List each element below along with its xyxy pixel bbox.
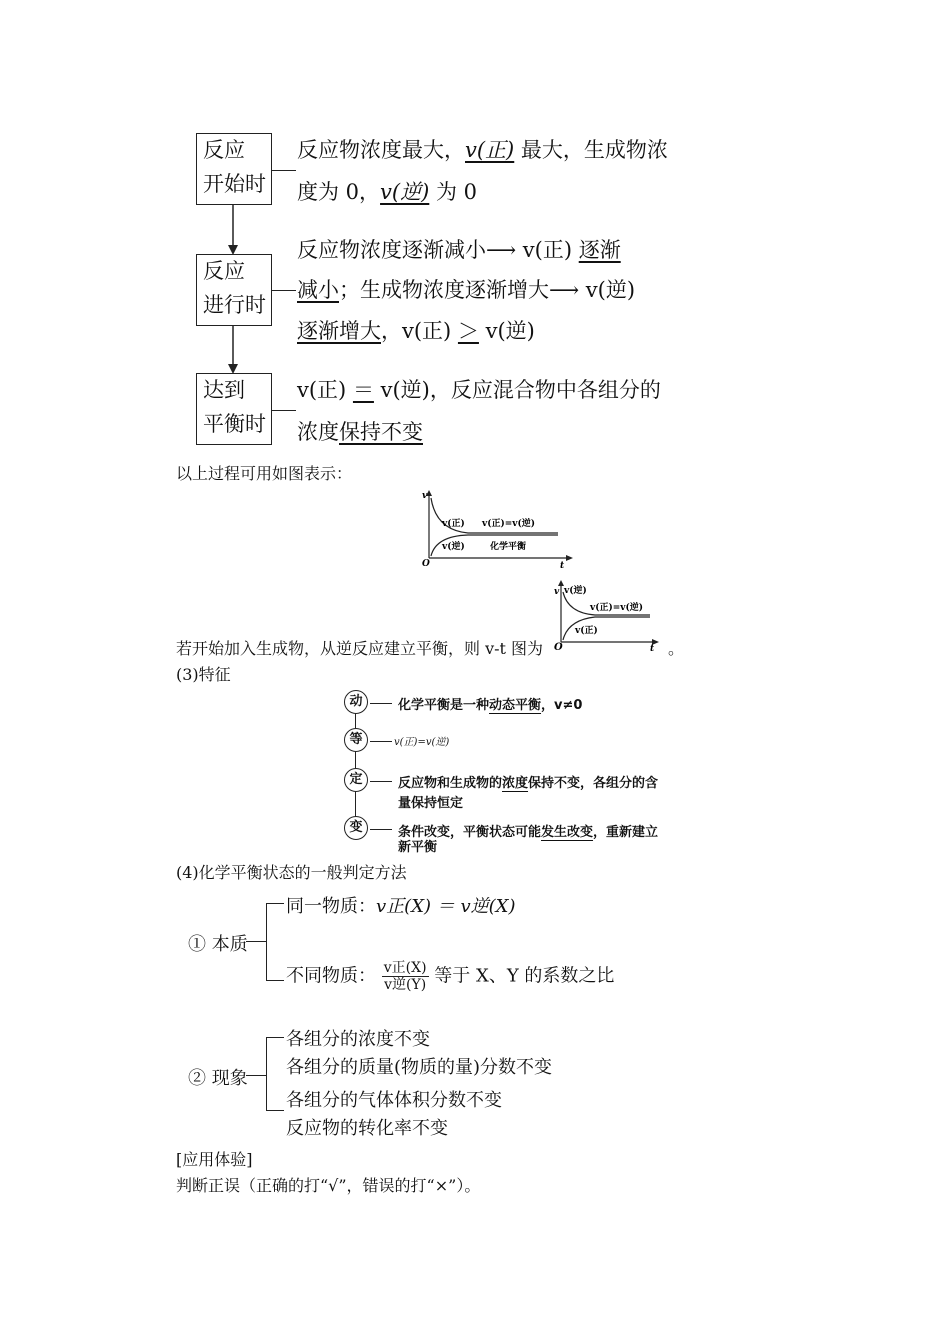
flow-box-start-line2: 开始时	[203, 172, 266, 196]
graph2-equal-label: v(正)=v(逆)	[590, 603, 644, 613]
feature-fixed-line	[370, 781, 392, 782]
flow-box-progress	[196, 254, 272, 326]
flow-progress-description-line1: 反应物浓度逐渐减小⟶ v(正) 逐渐	[297, 238, 621, 262]
feature-fixed-text-line2: 量保持恒定	[398, 796, 464, 811]
reverse-line-end: 。	[668, 639, 685, 658]
flow-box-equilibrium	[196, 373, 272, 445]
section3-title: (3)特征	[176, 665, 231, 684]
graph1-x-axis-label: t	[560, 561, 565, 570]
feature-equal-line	[370, 741, 392, 742]
graph2-reverse-label: v(逆)	[564, 586, 587, 596]
feature-equal-text: v(正)=v(逆)	[394, 737, 450, 748]
phenomenon-bracket-bottom	[266, 1110, 284, 1111]
feature-fixed-circle: 定	[344, 768, 368, 792]
essence-fraction: $\frac{\text{v正(X)}}{\text{v逆(Y)}}$	[383, 960, 427, 993]
graph2-forward-label: v(正)	[575, 626, 598, 636]
phenomenon-bracket-top	[266, 1037, 284, 1038]
flow-box-equilibrium-line1: 达到	[203, 378, 245, 402]
graph1-origin-label: O	[422, 559, 430, 569]
arrow-down-1	[226, 205, 240, 255]
connector-progress	[272, 290, 296, 291]
phenomenon-item: 各组分的质量(物质的量)分数不变	[286, 1057, 553, 1078]
flow-equilibrium-description-line1: v(正) ＝ v(逆)，反应混合物中各组分的	[297, 378, 661, 402]
practice-instruction: 判断正误（正确的打“√”，错误的打“×”）。	[176, 1176, 481, 1195]
practice-title: [应用体验]	[176, 1150, 253, 1169]
connector-equilibrium	[272, 410, 296, 411]
feature-dynamic-line	[370, 703, 392, 704]
feature-dynamic-text: 化学平衡是一种动态平衡，v≠0	[398, 698, 583, 713]
graph1-reverse-label: v(逆)	[442, 542, 465, 552]
phenomenon-bracket-stem	[246, 1075, 266, 1076]
feature-change-text-line1: 条件改变，平衡状态可能发生改变，重新建立	[398, 825, 659, 840]
section4-title: (4)化学平衡状态的一般判定方法	[176, 863, 407, 882]
flow-box-start	[196, 133, 272, 205]
graph2-origin-label: O	[554, 642, 563, 653]
feature-change-circle: 变	[344, 816, 368, 840]
graph1-equilibrium-label: 化学平衡	[490, 542, 527, 552]
feature-fixed-text-line1: 反应物和生成物的浓度保持不变，各组分的含	[398, 776, 659, 791]
vt-graph-reverse	[550, 580, 665, 655]
reverse-line: 若开始加入生成物，从逆反应建立平衡，则 v-t 图为	[176, 639, 544, 658]
feature-change-line	[370, 829, 392, 830]
flow-box-start-line1: 反应	[203, 138, 245, 162]
arrow-down-2	[226, 326, 240, 374]
essence-bracket-stem	[246, 941, 266, 942]
essence-bracket-bottom	[266, 980, 284, 981]
essence-same-substance: 同一物质：v正(X) ＝ v逆(X)	[286, 896, 516, 917]
graph2-x-axis-label: t	[650, 644, 655, 654]
intro-line: 以上过程可用如图表示：	[176, 464, 353, 483]
flow-box-progress-line2: 进行时	[203, 293, 266, 317]
flow-box-equilibrium-line2: 平衡时	[203, 412, 266, 436]
essence-bracket-vertical	[266, 903, 267, 980]
phenomenon-label: ② 现象	[188, 1068, 248, 1089]
essence-bracket-top	[266, 903, 284, 904]
flow-progress-description-line3: 逐渐增大，v(正) ＞ v(逆)	[297, 319, 535, 343]
features-vertical-line	[355, 703, 356, 829]
flow-progress-description-line2: 减小；生成物浓度逐渐增大⟶ v(逆)	[297, 278, 636, 302]
phenomenon-bracket-vertical	[266, 1037, 267, 1110]
connector-start	[272, 170, 296, 171]
graph2-y-axis-label: v	[554, 587, 560, 597]
phenomenon-item: 各组分的气体体积分数不变	[286, 1090, 502, 1111]
graph1-y-axis-label: v	[422, 491, 428, 501]
flow-box-progress-line1: 反应	[203, 259, 245, 283]
phenomenon-item: 各组分的浓度不变	[286, 1029, 430, 1050]
graph1-equal-label: v(正)=v(逆)	[482, 519, 536, 529]
feature-change-text-line2: 新平衡	[398, 840, 438, 855]
phenomenon-item: 反应物的转化率不变	[286, 1118, 448, 1139]
feature-dynamic-circle: 动	[344, 690, 368, 714]
essence-label: ① 本质	[188, 934, 248, 955]
graph1-forward-label: v(正)	[442, 519, 465, 529]
flow-start-description-line1: 反应物浓度最大，v(正) 最大，生成物浓	[297, 138, 668, 162]
vt-graph-forward	[418, 490, 578, 570]
flow-equilibrium-description-line2: 浓度保持不变	[297, 420, 423, 444]
essence-different-substance: 不同物质： $\frac{\text{v正(X)}}{\text{v逆(Y)}}$ 等于 X、Y 的系数之比	[286, 960, 615, 993]
feature-equal-circle: 等	[344, 728, 368, 752]
flow-start-description-line2: 度为 0，v(逆) 为 0	[297, 180, 478, 204]
